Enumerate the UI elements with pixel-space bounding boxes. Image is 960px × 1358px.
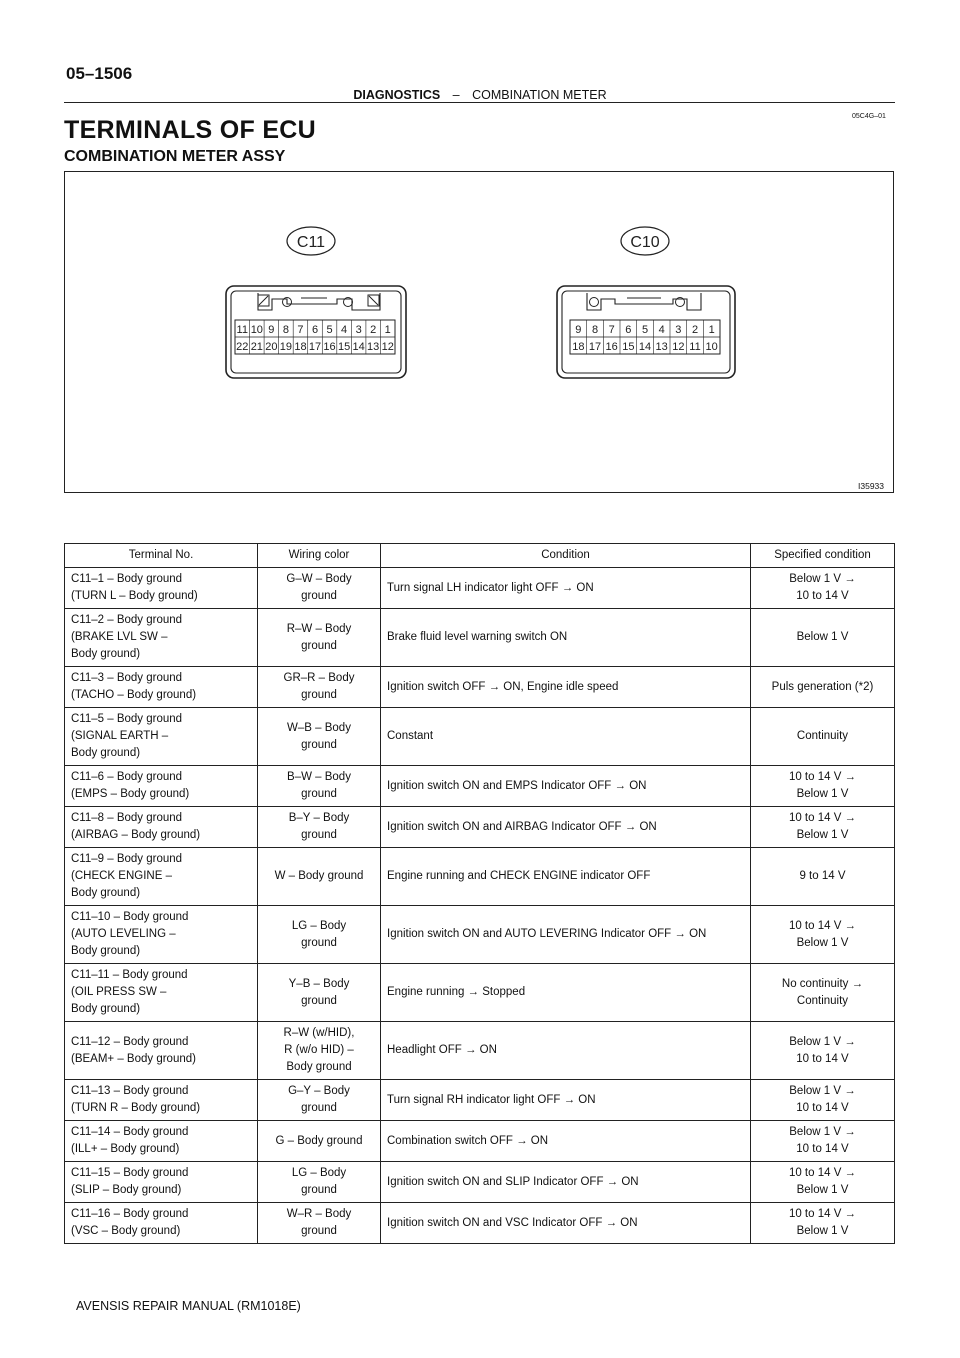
- condition-cell-text: Turn signal LH indicator light OFF → ON: [387, 581, 594, 594]
- specified-condition-cell-line: 10 to 14 V →: [788, 812, 857, 824]
- terminal-no-cell: [65, 906, 258, 964]
- terminal-no-cell-line: (AIRBAG – Body ground): [71, 829, 201, 841]
- header-separator: –: [452, 88, 460, 102]
- pin-number: 5: [641, 324, 649, 336]
- c10-label: C10: [630, 234, 660, 251]
- terminal-no-cell-line: C11–8 – Body ground: [71, 812, 183, 824]
- specified-condition-cell: [751, 1080, 895, 1121]
- connector-diagram: [65, 172, 892, 491]
- pin-number: 2: [370, 324, 377, 336]
- terminal-no-cell-line: C11–5 – Body ground: [71, 713, 183, 725]
- terminal-no-cell: [65, 1022, 258, 1080]
- wiring-color-cell-line: R (w/o HID) –: [284, 1044, 354, 1056]
- condition-cell-text: Turn signal RH indicator light OFF → ON: [387, 1093, 596, 1106]
- terminal-no-cell: [65, 1080, 258, 1121]
- header-condition: Condition: [381, 544, 751, 568]
- terminal-no-cell-line: Body ground): [71, 1003, 141, 1015]
- terminal-no-cell: [65, 766, 258, 807]
- condition-cell-text: Combination switch OFF → ON: [387, 1134, 549, 1147]
- condition-cell-text: Ignition switch ON and AUTO LEVERING Indicator OFF → ON: [387, 928, 707, 940]
- table-row: [65, 766, 895, 807]
- wiring-color-cell-line: ground: [301, 829, 337, 841]
- terminal-no-cell: [65, 964, 258, 1022]
- terminal-no-cell-line: (EMPS – Body ground): [71, 788, 190, 800]
- pin-number: 7: [297, 324, 304, 336]
- pin-number: 1: [384, 324, 391, 336]
- specified-condition-cell-line: Below 1 V →: [789, 1085, 856, 1097]
- condition-cell-text: Brake fluid level warning switch ON: [387, 631, 568, 643]
- terminal-no-cell-line: (TURN R – Body ground): [71, 1102, 201, 1114]
- table-row: [65, 1022, 895, 1080]
- terminal-no-cell-line: C11–9 – Body ground: [71, 853, 183, 865]
- specified-condition-cell-line: Below 1 V: [796, 936, 849, 949]
- page-number: 05–1506: [66, 64, 133, 83]
- specified-condition-cell-line: Below 1 V: [796, 788, 849, 800]
- wiring-color-cell-line: B–W – Body: [287, 771, 351, 783]
- table-row: [65, 568, 895, 609]
- terminal-no-cell-line: C11–12 – Body ground: [71, 1035, 189, 1048]
- wiring-color-cell-line: W–R – Body: [286, 1208, 352, 1220]
- pin-number: 16: [323, 341, 336, 353]
- condition-cell: [381, 1080, 751, 1121]
- terminal-no-cell-line: C11–16 – Body ground: [71, 1208, 189, 1220]
- specified-condition-cell-line: Continuity: [796, 730, 849, 742]
- wiring-color-cell-line: LG – Body: [291, 1167, 347, 1179]
- terminal-no-cell: [65, 568, 258, 609]
- specified-condition-cell: [751, 1162, 895, 1203]
- pin-number: 14: [352, 341, 365, 353]
- c10-connector: [557, 286, 735, 378]
- pin-number: 15: [337, 341, 351, 353]
- condition-cell: [381, 1203, 751, 1244]
- terminal-no-cell: [65, 708, 258, 766]
- pin-number: 12: [672, 341, 685, 353]
- terminal-no-cell-line: (ILL+ – Body ground): [71, 1143, 180, 1155]
- condition-cell-text: Constant: [387, 730, 434, 742]
- table-row: [65, 848, 895, 906]
- wiring-color-cell: [258, 807, 381, 848]
- pin-number: 18: [294, 341, 307, 353]
- specified-condition-cell-line: 10 to 14 V: [796, 1102, 849, 1114]
- table-row: [65, 609, 895, 667]
- specified-condition-cell: [751, 568, 895, 609]
- wiring-color-cell-line: W–B – Body: [287, 721, 351, 734]
- wiring-color-cell-line: GR–R – Body: [283, 672, 355, 684]
- table-row: [65, 1162, 895, 1203]
- terminal-no-cell-line: C11–14 – Body ground: [71, 1126, 189, 1138]
- condition-cell-text: Engine running and CHECK ENGINE indicator OFF: [387, 870, 651, 882]
- wiring-color-cell-line: ground: [301, 738, 337, 751]
- running-header: [0, 88, 960, 102]
- terminal-no-cell-line: (BEAM+ – Body ground): [71, 1052, 196, 1065]
- wiring-color-cell-line: G–Y – Body: [288, 1085, 350, 1097]
- wiring-color-cell-line: R–W (w/HID),: [283, 1027, 355, 1039]
- document-code: 05C4G–01: [852, 113, 886, 120]
- wiring-color-cell-line: ground: [301, 590, 337, 602]
- specified-condition-cell-line: Below 1 V: [796, 1225, 849, 1237]
- wiring-color-cell: [258, 1162, 381, 1203]
- wiring-color-cell-line: ground: [301, 689, 337, 701]
- header-wiring-color: Wiring color: [258, 544, 381, 568]
- pin-number: 22: [236, 341, 249, 353]
- specified-condition-cell-line: Below 1 V: [796, 1184, 849, 1196]
- table-row: [65, 1121, 895, 1162]
- wiring-color-cell-line: Body ground: [286, 1061, 352, 1073]
- pin-number: 17: [588, 341, 602, 353]
- header-terminal-no: Terminal No.: [65, 544, 258, 568]
- terminal-no-cell: [65, 848, 258, 906]
- condition-cell: [381, 807, 751, 848]
- pin-number: 9: [575, 324, 582, 336]
- specified-condition-cell-line: Below 1 V: [796, 829, 849, 841]
- wiring-color-cell-line: LG – Body: [291, 919, 347, 932]
- pin-number: 11: [689, 341, 701, 353]
- terminal-no-cell: [65, 667, 258, 708]
- specified-condition-cell-line: 10 to 14 V →: [788, 919, 857, 932]
- pin-number: 3: [675, 324, 682, 336]
- condition-cell: [381, 1121, 751, 1162]
- specified-condition-cell: [751, 848, 895, 906]
- terminal-no-cell-line: C11–11 – Body ground: [71, 969, 188, 981]
- specified-condition-cell-line: 10 to 14 V: [796, 1143, 849, 1155]
- specified-condition-cell: [751, 667, 895, 708]
- specified-condition-cell-line: Puls generation (*2): [771, 680, 874, 693]
- header-rule: [64, 102, 895, 103]
- terminal-no-cell-line: (TURN L – Body ground): [71, 590, 198, 602]
- wiring-color-cell-line: ground: [301, 788, 337, 800]
- specified-condition-cell-line: 10 to 14 V: [796, 1052, 849, 1065]
- terminal-no-cell-line: Body ground): [71, 747, 141, 759]
- pin-number: 4: [341, 324, 348, 336]
- terminal-no-cell-line: (TACHO – Body ground): [71, 689, 197, 701]
- page-subtitle: COMBINATION METER ASSY: [64, 148, 286, 165]
- specified-condition-cell: [751, 708, 895, 766]
- condition-cell: [381, 766, 751, 807]
- table-row: [65, 964, 895, 1022]
- footer-manual-name: AVENSIS REPAIR MANUAL (RM1018E): [76, 1299, 301, 1313]
- wiring-color-cell: [258, 964, 381, 1022]
- condition-cell-text: Ignition switch ON and AIRBAG Indicator OFF → ON: [387, 820, 657, 833]
- terminal-no-cell: [65, 1162, 258, 1203]
- header-section: DIAGNOSTICS: [353, 88, 441, 102]
- pin-number: 20: [265, 341, 278, 353]
- pin-number: 15: [622, 341, 635, 353]
- wiring-color-cell: [258, 906, 381, 964]
- specified-condition-cell: [751, 1022, 895, 1080]
- specified-condition-cell-line: 10 to 14 V: [796, 590, 849, 602]
- terminal-no-cell-line: (OIL PRESS SW –: [71, 986, 167, 998]
- page-title: TERMINALS OF ECU: [64, 116, 317, 144]
- pin-number: 1: [708, 324, 715, 336]
- wiring-color-cell-line: ground: [301, 1102, 337, 1114]
- terminal-no-cell-line: C11–15 – Body ground: [71, 1167, 189, 1179]
- wiring-color-cell-line: ground: [301, 994, 337, 1007]
- terminal-no-cell-line: (AUTO LEVELING –: [71, 928, 176, 940]
- terminal-no-cell-line: (VSC – Body ground): [71, 1225, 181, 1237]
- wiring-color-cell: [258, 1203, 381, 1244]
- pin-number: 12: [381, 341, 394, 353]
- specified-condition-cell: [751, 766, 895, 807]
- condition-cell-text: Ignition switch OFF → ON, Engine idle speed: [387, 680, 619, 693]
- specified-condition-cell: [751, 906, 895, 964]
- specified-condition-cell-line: Continuity: [796, 994, 849, 1007]
- condition-cell: [381, 1162, 751, 1203]
- terminal-no-cell: [65, 1203, 258, 1244]
- terminal-no-cell-line: C11–13 – Body ground: [71, 1085, 189, 1097]
- wiring-color-cell-line: Y–B – Body: [288, 977, 350, 990]
- terminal-no-cell-line: Body ground): [71, 945, 141, 957]
- pin-number: 14: [638, 341, 652, 353]
- wiring-color-cell-line: G–W – Body: [286, 573, 352, 585]
- table-header-row: [65, 544, 895, 568]
- condition-cell: [381, 708, 751, 766]
- pin-number: 21: [250, 341, 263, 353]
- specified-condition-cell-line: No continuity →: [781, 977, 864, 990]
- condition-cell-text: Headlight OFF → ON: [387, 1044, 497, 1056]
- wiring-color-cell-line: W – Body ground: [274, 870, 364, 882]
- terminal-no-cell-line: Body ground): [71, 887, 141, 899]
- c11-connector: [226, 286, 406, 378]
- pin-number: 6: [625, 324, 632, 336]
- header-specified-condition: Specified condition: [751, 544, 895, 568]
- specified-condition-cell-line: Below 1 V →: [789, 1126, 856, 1138]
- wiring-color-cell-line: G – Body ground: [275, 1134, 363, 1147]
- table-row: [65, 807, 895, 848]
- terminal-no-cell-line: (BRAKE LVL SW –: [71, 631, 168, 643]
- pin-number: 18: [572, 341, 585, 353]
- terminal-no-cell: [65, 609, 258, 667]
- condition-cell-text: Ignition switch ON and EMPS Indicator OFF → ON: [387, 779, 647, 792]
- table-row: [65, 1203, 895, 1244]
- wiring-color-cell: [258, 1022, 381, 1080]
- wiring-color-cell: [258, 848, 381, 906]
- pin-number: 2: [691, 324, 699, 336]
- c11-label: C11: [296, 234, 326, 251]
- condition-cell-text: Engine running → Stopped: [387, 986, 526, 998]
- specified-condition-cell: [751, 807, 895, 848]
- terminal-no-cell-line: (CHECK ENGINE –: [71, 870, 172, 882]
- pin-number: 13: [367, 341, 380, 353]
- pin-number: 3: [355, 324, 362, 336]
- terminal-no-cell-line: C11–3 – Body ground: [71, 672, 183, 684]
- pin-number: 7: [608, 324, 615, 336]
- table-row: [65, 708, 895, 766]
- table-row: [65, 906, 895, 964]
- wiring-color-cell-line: R–W – Body: [286, 622, 352, 635]
- terminal-no-cell-line: Body ground): [71, 648, 141, 660]
- terminal-no-cell-line: C11–1 – Body ground: [71, 573, 183, 585]
- pin-number: 17: [308, 341, 322, 353]
- condition-cell: [381, 568, 751, 609]
- pin-number: 5: [326, 324, 333, 336]
- pin-number: 6: [311, 324, 319, 336]
- wiring-color-cell: [258, 568, 381, 609]
- pin-number: 13: [655, 341, 668, 353]
- specified-condition-cell-line: 9 to 14 V: [799, 870, 846, 882]
- specified-condition-cell-line: Below 1 V →: [789, 573, 856, 585]
- pin-number: 19: [279, 341, 293, 353]
- wiring-color-cell: [258, 667, 381, 708]
- pin-number: 8: [282, 324, 289, 336]
- terminal-no-cell-line: C11–2 – Body ground: [71, 614, 183, 626]
- pin-number: 8: [591, 324, 599, 336]
- pin-number: 10: [250, 324, 263, 336]
- wiring-color-cell-line: ground: [301, 1225, 337, 1237]
- wiring-color-cell-line: ground: [301, 936, 337, 949]
- wiring-color-cell-line: ground: [301, 639, 337, 652]
- specified-condition-cell: [751, 1121, 895, 1162]
- wiring-color-cell: [258, 766, 381, 807]
- terminal-no-cell-line: (SIGNAL EARTH –: [71, 730, 169, 742]
- condition-cell-text: Ignition switch ON and VSC Indicator OFF → ON: [387, 1216, 638, 1229]
- condition-cell: [381, 906, 751, 964]
- specified-condition-cell-line: 10 to 14 V →: [788, 1208, 857, 1220]
- specified-condition-cell: [751, 964, 895, 1022]
- wiring-color-cell: [258, 1121, 381, 1162]
- terminal-no-cell-line: C11–10 – Body ground: [71, 911, 189, 923]
- specified-condition-cell: [751, 1203, 895, 1244]
- pin-number: 4: [658, 324, 665, 336]
- specified-condition-cell-line: 10 to 14 V →: [788, 1167, 857, 1179]
- specified-condition-cell: [751, 609, 895, 667]
- wiring-color-cell: [258, 708, 381, 766]
- specified-condition-cell-line: Below 1 V →: [789, 1035, 856, 1048]
- pin-number: 9: [268, 324, 275, 336]
- pin-number: 11: [236, 324, 248, 336]
- table-row: [65, 667, 895, 708]
- terminals-table: [64, 543, 895, 1244]
- wiring-color-cell-line: ground: [301, 1184, 337, 1196]
- condition-cell: [381, 964, 751, 1022]
- terminal-no-cell-line: (SLIP – Body ground): [71, 1184, 182, 1196]
- header-subsection: COMBINATION METER: [472, 88, 607, 102]
- condition-cell: [381, 667, 751, 708]
- table-row: [65, 1080, 895, 1121]
- condition-cell-text: Ignition switch ON and SLIP Indicator OFF → ON: [387, 1175, 639, 1188]
- connector-figure: [64, 171, 894, 493]
- condition-cell: [381, 609, 751, 667]
- terminal-no-cell: [65, 807, 258, 848]
- terminal-no-cell-line: C11–6 – Body ground: [71, 771, 183, 783]
- wiring-color-cell-line: B–Y – Body: [288, 812, 350, 824]
- specified-condition-cell-line: Below 1 V: [796, 631, 849, 643]
- wiring-color-cell: [258, 1080, 381, 1121]
- pin-number: 16: [605, 341, 618, 353]
- wiring-color-cell: [258, 609, 381, 667]
- condition-cell: [381, 1022, 751, 1080]
- figure-id: I35933: [858, 481, 884, 491]
- condition-cell: [381, 848, 751, 906]
- pin-number: 10: [705, 341, 718, 353]
- specified-condition-cell-line: 10 to 14 V →: [788, 771, 857, 783]
- terminal-no-cell: [65, 1121, 258, 1162]
